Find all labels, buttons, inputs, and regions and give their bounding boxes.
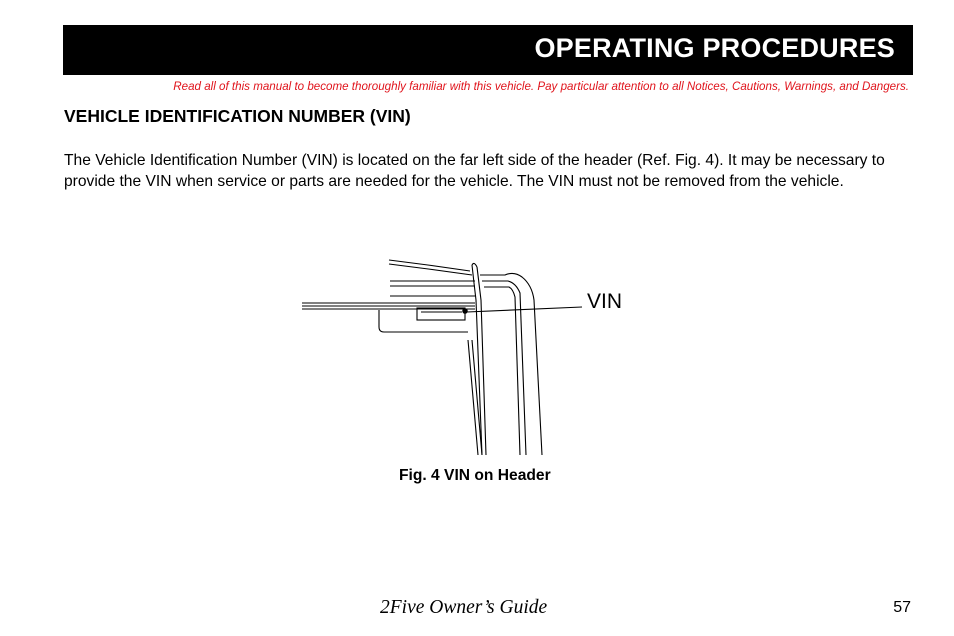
header-molding	[379, 310, 468, 332]
footer-guide-title: 2Five Owner’s Guide	[380, 597, 548, 618]
safety-notice: Read all of this manual to become thoroughly familiar with this vehicle. Pay particular attention to all Notices, Cautions, Warnings, and Dangers.	[173, 80, 909, 93]
section-body-text: The Vehicle Identification Number (VIN) is located on the far left side of the header (Ref. Fig. 4). It may be necessary to provide the VIN when service or parts are needed for the vehicle. The VIN must not be removed from the vehicle.	[64, 152, 885, 190]
page-section-title: OPERATING PROCEDURES	[534, 33, 895, 63]
vin-header-illustration	[300, 255, 640, 460]
pillar-cap	[472, 263, 477, 267]
vin-callout-line	[467, 307, 582, 312]
figure-caption: Fig. 4 VIN on Header	[399, 467, 551, 484]
header-bar	[63, 25, 913, 75]
frame-inner-2	[484, 287, 520, 455]
vin-plate	[417, 308, 465, 320]
frame-outer	[480, 273, 542, 455]
vin-marker-dot	[463, 309, 467, 313]
section-heading: VEHICLE IDENTIFICATION NUMBER (VIN)	[64, 106, 411, 126]
page-number: 57	[893, 599, 911, 616]
vin-callout-label: VIN	[587, 290, 623, 313]
